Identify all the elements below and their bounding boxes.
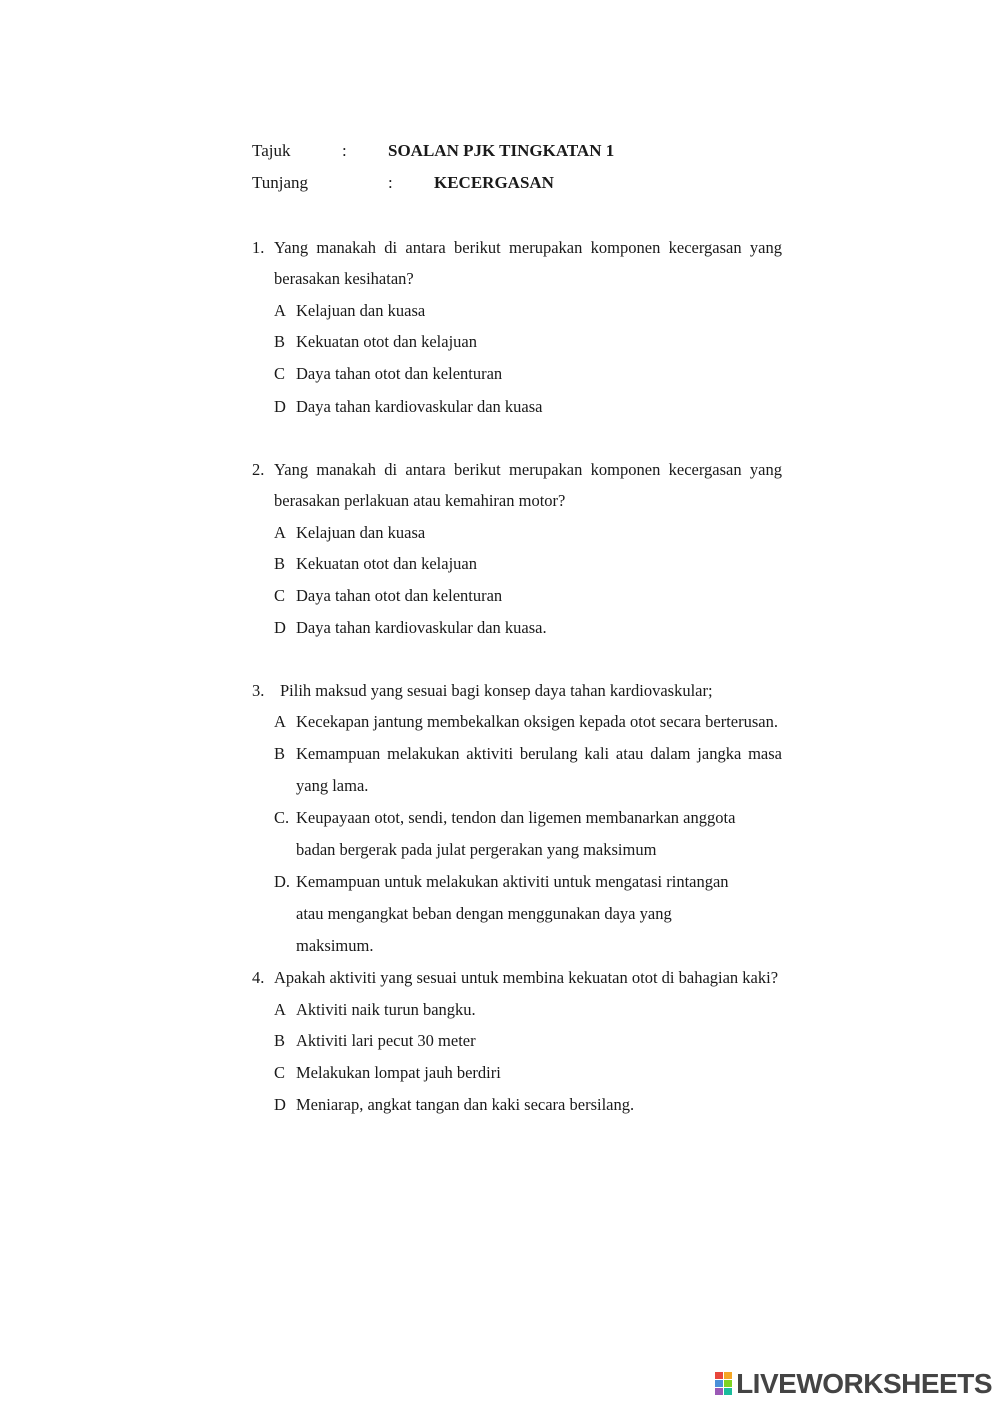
question-3-stem: [252, 675, 782, 706]
option-text: Daya tahan otot dan kelenturan: [296, 364, 503, 383]
tunjang-row: [252, 172, 554, 194]
question-number: 3.: [252, 681, 265, 700]
liveworksheets-logo-icon: [715, 1372, 733, 1396]
question-3-option-a[interactable]: [274, 706, 782, 738]
option-text: Kemampuan untuk melakukan aktiviti untuk mengatasi rintangan atau mengangkat beban dengan menggunakan daya yang maksimum.: [296, 872, 729, 955]
option-text: Daya tahan otot dan kelenturan: [296, 586, 503, 605]
question-4-option-c[interactable]: [274, 1057, 782, 1089]
option-text: Kemampuan melakukan aktiviti berulang kali atau dalam jangka masa yang lama.: [296, 744, 782, 795]
option-letter: A: [274, 712, 286, 731]
option-text: Meniarap, angkat tangan dan kaki secara bersilang.: [296, 1095, 635, 1114]
tajuk-colon: :: [342, 141, 347, 160]
tajuk-row: [252, 140, 615, 162]
question-1-option-d[interactable]: [274, 391, 782, 423]
option-text: Kekuatan otot dan kelajuan: [296, 554, 477, 573]
option-letter: D: [274, 397, 286, 416]
question-1-option-c[interactable]: [274, 358, 782, 390]
question-4-option-a[interactable]: [274, 994, 782, 1026]
liveworksheets-brand: LIVEWORKSHEETS: [736, 1368, 992, 1399]
option-letter: A: [274, 523, 286, 542]
option-letter: C.: [274, 808, 290, 827]
option-text: Kekuatan otot dan kelajuan: [296, 332, 477, 351]
option-text: Kelajuan dan kuasa: [296, 301, 426, 320]
liveworksheets-logo: [715, 1369, 992, 1399]
option-letter: B: [274, 554, 286, 573]
tajuk-value: SOALAN PJK TINGKATAN 1: [388, 141, 615, 160]
option-text: Daya tahan kardiovaskular dan kuasa: [296, 397, 543, 416]
option-letter: C: [274, 364, 286, 383]
option-letter: B: [274, 332, 286, 351]
option-letter: A: [274, 1000, 286, 1019]
question-1-stem: [252, 232, 782, 294]
option-text: Daya tahan kardiovaskular dan kuasa.: [296, 618, 547, 637]
option-letter: D.: [274, 872, 291, 891]
question-3-option-c[interactable]: [274, 802, 754, 866]
option-text: Kelajuan dan kuasa: [296, 523, 426, 542]
question-4-option-d[interactable]: [274, 1089, 782, 1121]
question-4-stem: [252, 962, 782, 993]
option-letter: B: [274, 1031, 286, 1050]
question-2-option-c[interactable]: [274, 580, 782, 612]
question-2-option-a[interactable]: [274, 517, 782, 549]
question-2-stem: [252, 454, 782, 516]
question-text: Pilih maksud yang sesuai bagi konsep daya tahan kardiovaskular;: [280, 681, 713, 700]
question-text: Apakah aktiviti yang sesuai untuk membina kekuatan otot di bahagian kaki?: [274, 968, 779, 987]
question-number: 4.: [252, 968, 265, 987]
option-letter: B: [274, 744, 286, 763]
option-letter: C: [274, 1063, 286, 1082]
question-3-option-d[interactable]: [274, 866, 742, 962]
option-text: Kecekapan jantung membekalkan oksigen kepada otot secara berterusan.: [296, 712, 778, 731]
question-2-option-b[interactable]: [274, 548, 782, 580]
question-text: Yang manakah di antara berikut merupakan komponen kecergasan yang berasakan perlakuan atau kemahiran motor?: [274, 460, 782, 510]
question-2-option-d[interactable]: [274, 612, 782, 644]
tajuk-label: Tajuk: [252, 141, 291, 160]
question-1-option-a[interactable]: [274, 295, 782, 327]
option-text: Aktiviti naik turun bangku.: [296, 1000, 476, 1019]
tunjang-value: KECERGASAN: [434, 173, 554, 192]
tunjang-label: Tunjang: [252, 173, 309, 192]
question-number: 1.: [252, 238, 265, 257]
option-text: Melakukan lompat jauh berdiri: [296, 1063, 501, 1082]
option-text: Keupayaan otot, sendi, tendon dan ligemen membanarkan anggota badan bergerak pada julat pergerakan yang maksimum: [296, 808, 736, 859]
question-1-option-b[interactable]: [274, 326, 782, 358]
option-letter: D: [274, 618, 286, 637]
option-letter: C: [274, 586, 286, 605]
question-3-option-b[interactable]: [274, 738, 782, 802]
question-4-option-b[interactable]: [274, 1025, 782, 1057]
option-letter: D: [274, 1095, 286, 1114]
question-text: Yang manakah di antara berikut merupakan komponen kecergasan yang berasakan kesihatan?: [274, 238, 782, 288]
option-letter: A: [274, 301, 286, 320]
question-number: 2.: [252, 460, 265, 479]
tunjang-colon: :: [388, 173, 393, 192]
option-text: Aktiviti lari pecut 30 meter: [296, 1031, 476, 1050]
